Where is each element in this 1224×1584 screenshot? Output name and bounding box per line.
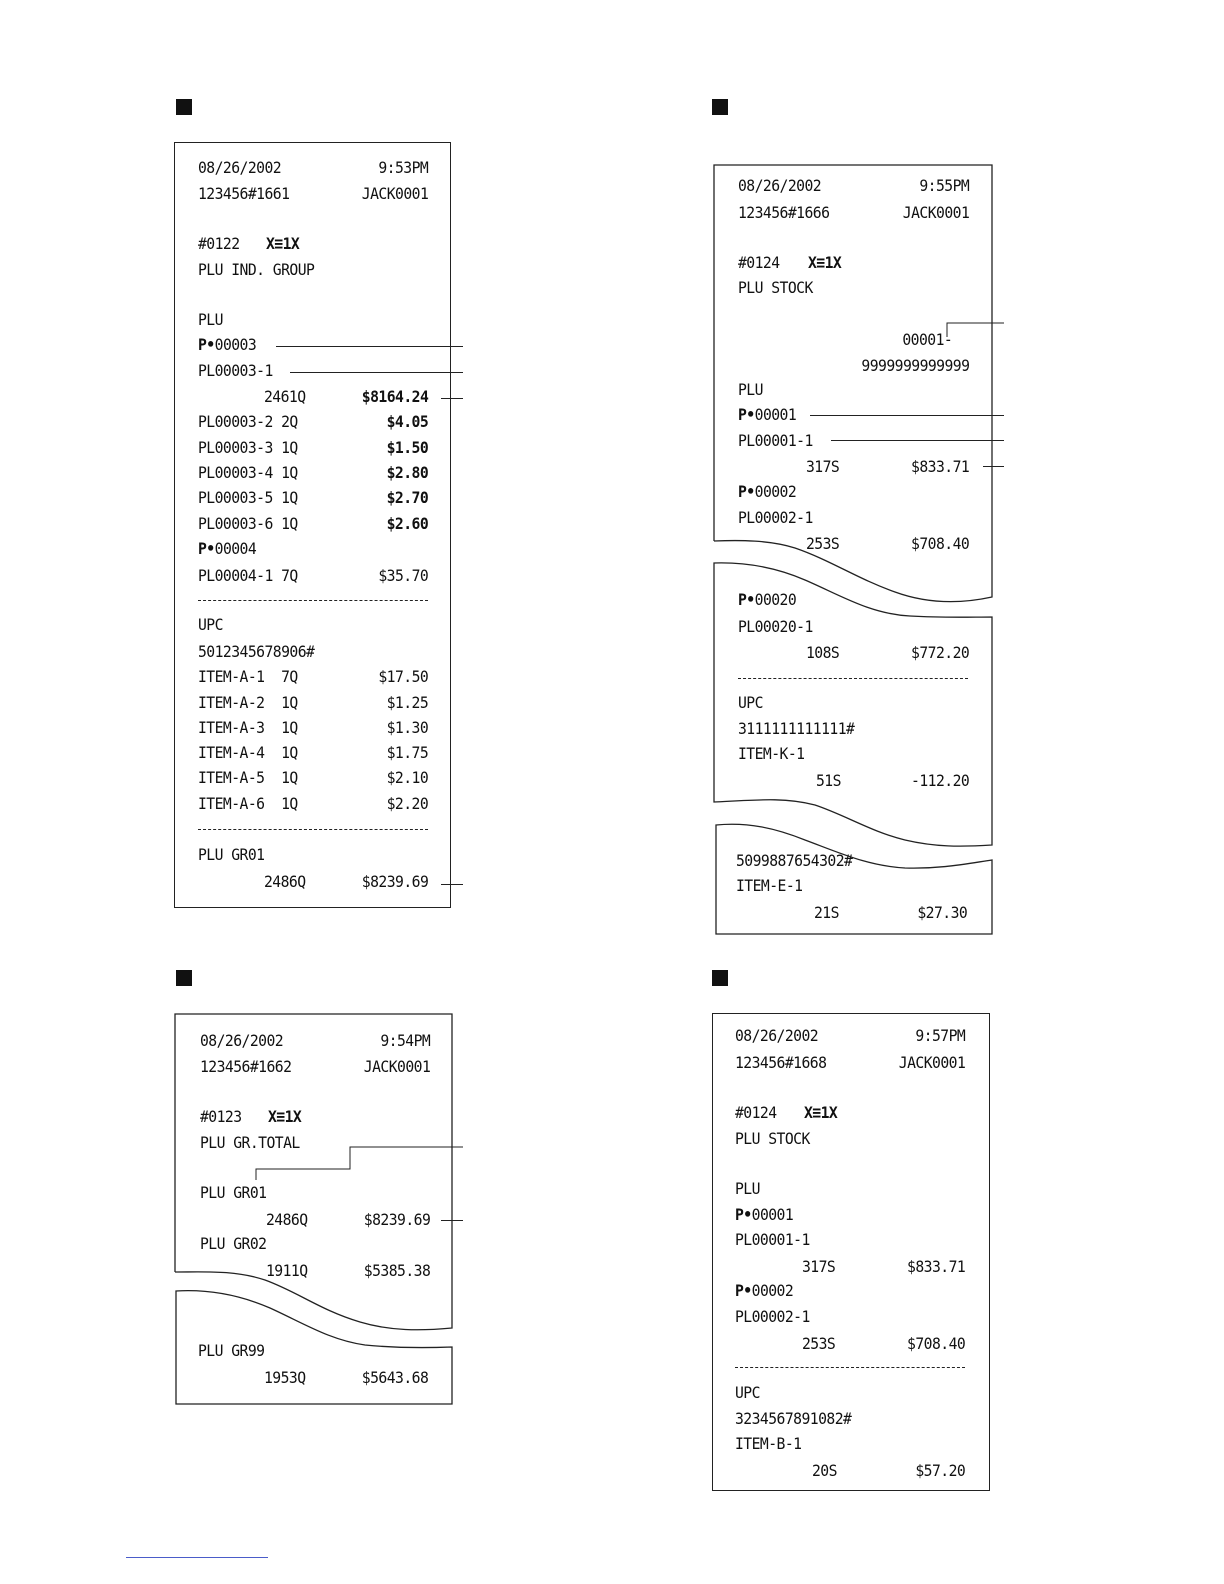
clerk-name: JACK0001 xyxy=(363,1057,430,1076)
plu-row: PL00004-1 7Q xyxy=(198,566,298,585)
upc-amount: $2.20 xyxy=(386,794,428,813)
group-quantity: 2486Q xyxy=(264,872,306,891)
plu-amount: $2.80 xyxy=(386,463,428,482)
report-number: #0123 xyxy=(200,1107,242,1126)
group-label: PLU GR99 xyxy=(198,1341,265,1360)
plu-amount: $35.70 xyxy=(378,566,428,585)
leader-line xyxy=(983,466,1004,467)
upc-quantity: 51S xyxy=(816,771,841,790)
report-name: PLU STOCK xyxy=(735,1129,810,1148)
upc-amount: $1.30 xyxy=(386,718,428,737)
range-end: 9999999999999 xyxy=(860,356,969,375)
upc-row: ITEM-A-4 1Q xyxy=(198,743,298,762)
dept-line xyxy=(738,590,796,610)
plu-code: PL00003-1 xyxy=(198,361,273,380)
range-start: 00001- xyxy=(902,330,952,349)
plu-row: PL00003-2 2Q xyxy=(198,412,298,431)
mode-mark: X≡1X xyxy=(268,1107,302,1126)
section-label-upc: UPC xyxy=(198,615,223,634)
upc-code: 5012345678906# xyxy=(198,642,315,661)
plu-amount: $8164.24 xyxy=(361,387,428,406)
section-label-plu: PLU xyxy=(735,1179,760,1198)
clerk-name: JACK0001 xyxy=(361,184,428,203)
dept-code: 00020 xyxy=(754,590,797,609)
plu-amount: $772.20 xyxy=(910,643,969,662)
group-quantity: 1953Q xyxy=(264,1368,306,1387)
dept-code: 00001 xyxy=(751,1205,794,1224)
group-amount: $5643.68 xyxy=(361,1368,428,1387)
report-name: PLU IND. GROUP xyxy=(198,260,315,279)
group-amount: $8239.69 xyxy=(363,1210,430,1229)
section-label-plu: PLU xyxy=(198,310,223,329)
plu-quantity: 317S xyxy=(806,457,840,476)
dept-code: 00002 xyxy=(754,482,797,501)
mode-mark: X≡1X xyxy=(804,1103,838,1122)
plu-amount: $1.50 xyxy=(386,438,428,457)
leader-line xyxy=(810,415,1004,416)
receipt-date: 08/26/2002 xyxy=(738,176,822,195)
upc-amount: $27.30 xyxy=(917,903,967,922)
receipt-time: 9:55PM xyxy=(919,176,969,195)
divider xyxy=(198,600,428,601)
upc-code: 3234567891082# xyxy=(735,1409,852,1428)
dept-line xyxy=(738,405,796,425)
divider xyxy=(735,1367,965,1368)
leader-line xyxy=(831,440,1004,441)
upc-code: 3111111111111# xyxy=(738,719,855,738)
section-label-upc: UPC xyxy=(738,693,763,712)
dept-code: 00001 xyxy=(754,405,797,424)
clerk-name: JACK0001 xyxy=(898,1053,965,1072)
plu-amount: $2.70 xyxy=(386,488,428,507)
report-name: PLU STOCK xyxy=(738,278,813,297)
group-label: PLU GR01 xyxy=(198,845,265,864)
receipt-time: 9:53PM xyxy=(378,158,428,177)
clerk-name: JACK0001 xyxy=(902,203,969,222)
leader-line xyxy=(441,1220,463,1221)
plu-amount: $833.71 xyxy=(906,1257,965,1276)
plu-quantity: 317S xyxy=(802,1257,836,1276)
plu-code: PL00020-1 xyxy=(738,617,813,636)
section-marker-icon xyxy=(712,99,728,115)
plu-code: PL00001-1 xyxy=(738,431,813,450)
machine-number: 123456#1668 xyxy=(735,1053,827,1072)
group-quantity: 1911Q xyxy=(266,1261,308,1280)
p-prefix-icon: P• xyxy=(198,539,215,558)
plu-quantity: 2461Q xyxy=(264,387,306,406)
leader-line xyxy=(441,398,463,399)
upc-row: ITEM-A-2 1Q xyxy=(198,693,298,712)
machine-number: 123456#1661 xyxy=(198,184,290,203)
group-label: PLU GR02 xyxy=(200,1234,267,1253)
receipt-date: 08/26/2002 xyxy=(200,1031,284,1050)
report-number: #0124 xyxy=(738,253,780,272)
machine-number: 123456#1662 xyxy=(200,1057,292,1076)
plu-row: PL00003-3 1Q xyxy=(198,438,298,457)
upc-row: ITEM-A-1 7Q xyxy=(198,667,298,686)
leader-line xyxy=(276,346,463,347)
dept-line xyxy=(198,539,256,559)
p-prefix-icon: P• xyxy=(738,590,755,609)
plu-row: PL00003-5 1Q xyxy=(198,488,298,507)
divider xyxy=(738,678,968,679)
upc-item: ITEM-B-1 xyxy=(735,1434,802,1453)
machine-number: 123456#1666 xyxy=(738,203,830,222)
plu-row: PL00003-4 1Q xyxy=(198,463,298,482)
group-amount: $5385.38 xyxy=(363,1261,430,1280)
group-label: PLU GR01 xyxy=(200,1183,267,1202)
dept-line xyxy=(198,335,256,355)
plu-quantity: 108S xyxy=(806,643,840,662)
upc-amount: -112.20 xyxy=(910,771,969,790)
receipt-date: 08/26/2002 xyxy=(735,1026,819,1045)
p-prefix-icon: P• xyxy=(198,335,215,354)
plu-row: PL00003-6 1Q xyxy=(198,514,298,533)
dept-line xyxy=(735,1281,793,1301)
plu-code: PL00002-1 xyxy=(738,508,813,527)
upc-quantity: 20S xyxy=(812,1461,837,1480)
plu-amount: $2.60 xyxy=(386,514,428,533)
dept-line xyxy=(738,482,796,502)
dept-code: 00002 xyxy=(751,1281,794,1300)
range-bracket-leader xyxy=(947,323,1004,337)
section-marker-icon xyxy=(712,970,728,986)
upc-row: ITEM-A-5 1Q xyxy=(198,768,298,787)
dept-code: 00003 xyxy=(214,335,257,354)
section-marker-icon xyxy=(176,970,192,986)
leader-line xyxy=(441,884,463,885)
upc-item: ITEM-E-1 xyxy=(736,876,803,895)
plu-code: PL00001-1 xyxy=(735,1230,810,1249)
p-prefix-icon: P• xyxy=(735,1281,752,1300)
receipt-date: 08/26/2002 xyxy=(198,158,282,177)
divider xyxy=(198,829,428,830)
plu-amount: $708.40 xyxy=(906,1334,965,1353)
plu-amount: $4.05 xyxy=(386,412,428,431)
upc-amount: $1.75 xyxy=(386,743,428,762)
plu-code: PL00002-1 xyxy=(735,1307,810,1326)
receipt-time: 9:57PM xyxy=(915,1026,965,1045)
upc-amount: $2.10 xyxy=(386,768,428,787)
plu-quantity: 253S xyxy=(802,1334,836,1353)
report-number: #0122 xyxy=(198,234,240,253)
dept-line xyxy=(735,1205,793,1225)
footer-rule xyxy=(126,1557,268,1558)
group-quantity: 2486Q xyxy=(266,1210,308,1229)
p-prefix-icon: P• xyxy=(735,1205,752,1224)
receipt-time: 9:54PM xyxy=(380,1031,430,1050)
mode-mark: X≡1X xyxy=(808,253,842,272)
plu-amount: $833.71 xyxy=(910,457,969,476)
upc-amount: $17.50 xyxy=(378,667,428,686)
section-label-plu: PLU xyxy=(738,380,763,399)
report-number: #0124 xyxy=(735,1103,777,1122)
mode-mark: X≡1X xyxy=(266,234,300,253)
p-prefix-icon: P• xyxy=(738,405,755,424)
upc-item: ITEM-K-1 xyxy=(738,744,805,763)
upc-code: 5099887654302# xyxy=(736,851,853,870)
p-prefix-icon: P• xyxy=(738,482,755,501)
leader-line xyxy=(290,372,463,373)
upc-amount: $57.20 xyxy=(915,1461,965,1480)
upc-row: ITEM-A-6 1Q xyxy=(198,794,298,813)
dept-code: 00004 xyxy=(214,539,257,558)
upc-row: ITEM-A-3 1Q xyxy=(198,718,298,737)
section-label-upc: UPC xyxy=(735,1383,760,1402)
group-amount: $8239.69 xyxy=(361,872,428,891)
upc-quantity: 21S xyxy=(814,903,839,922)
upc-amount: $1.25 xyxy=(386,693,428,712)
plu-amount: $708.40 xyxy=(910,534,969,553)
plu-quantity: 253S xyxy=(806,534,840,553)
report-name: PLU GR.TOTAL xyxy=(200,1133,300,1152)
section-marker-icon xyxy=(176,99,192,115)
